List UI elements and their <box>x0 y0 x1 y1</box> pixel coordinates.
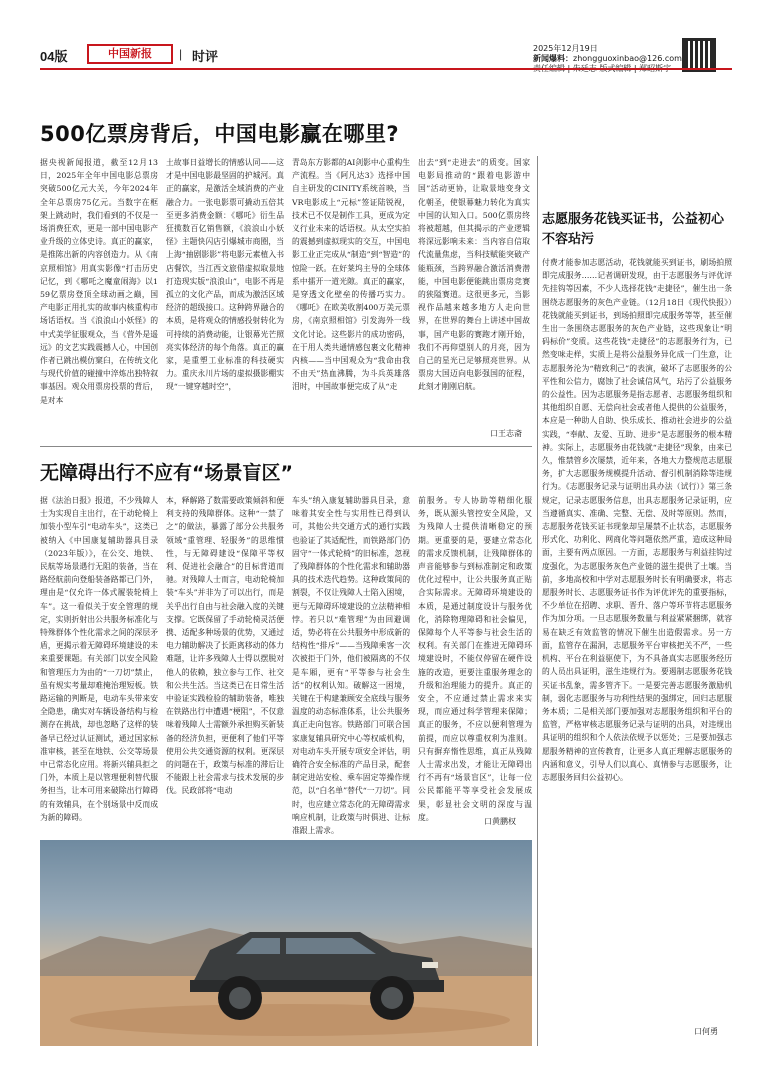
article2-column-3: 车头”纳入康复辅助器具目录，意味着其安全性与实用性已得到认可，其他公共交通方式的通行实践也验证了其适配性，而铁路部门仍固守“一体式轮椅”的旧标准，忽视了残障群体的个性化需求和辅助器具的技术迭代趋势。这种政策间的割裂，不仅让残障人士陷入困境，更与无障碍环境建设的立法精神相悖。若只以“难管理”为由回避调适，势必将在公共服务中形成新的结构性“排斥”——当残障乘客一次次被拒于门外，他们被隔离的不仅是车厢，更有“平等参与社会生活”的权利认知。破解这一困境，关键在于构建兼顾安全底线与服务温度的动态标准体系，让公共服务真正走向包容。铁路部门可联合国家康复辅具研究中心等权威机构，对电动车头开展专项安全评估，明确符合安全标准的产品目录，配套制定进站安检、乘车固定等操作规范，以“白名单”替代“一刀切”。同时，也应建立常态化的无障碍需求响应机制，让政策与时俱进、让标准跟上需求。 <box>292 496 410 836</box>
article1-title: 500亿票房背后，中国电影赢在哪里? <box>40 122 400 146</box>
article2-author: 口黄鹏权 <box>484 817 516 826</box>
section-title: 时评 <box>192 50 219 65</box>
article3-author: 口何勇 <box>694 1027 718 1036</box>
header-separator: | <box>179 47 183 61</box>
hotline-label: 新闻爆料： <box>533 54 573 63</box>
article2-column-2: 本，释解路了数需要政策倾斜和便利支持的残障群体。这种“一禁了之”的做法，暴露了部分公共服务领域“重管理、轻服务”的思维惯性，与无障碍建设“保障平等权利、促进社会融合”的目标背道而驰。对残障人士而言，电动轮椅加装“车头”并非为了可以出行，而是关乎出行自由与社会融入度的关键支撑。它既保留了手动轮椅灵活便携、适配多种场景的优势，又通过电力辅助解决了长距离移动的体力难题，让许多残障人士得以摆脱对他人的依赖，独立参与工作、社交和公共生活。当这类已在日常生活中验证实践检验的辅助装备，唯独在铁路出行中遭遇“梗阻”，不仅意味着残障人士需额外承担购买新装备的经济负担，更便利了他们平等使用公共交通资源的权利。更深层的问题在于，政策与标准的滞后让不能跟上社会需求与技术发展的步伐。民政部将“电动 <box>166 496 284 796</box>
article2-column-4: 前服务。专人协助等精细化服务，既从源头管控安全风险，又为残障人士提供清晰稳定的预期。更重要的是，要建立常态化的需求反馈机制，让残障群体的声音能够参与到标准制定和政策优化过程中，让公共服务真正贴合实际需求。无障碍环境建设的本质，是通过制度设计与服务优化，消除物理障碍和社会偏见，保障每个人平等参与社会生活的权利。有关部门在推进无障碍环境建设时，不能仅停留在硬件设施的改造，更要注重服务理念的升级和治理能力的提升。真正的安全，不应通过禁止需求来实现，而应通过科学管理来保障；真正的服务，不应以便利管理为前提，而应以尊重权利为准则。只有摒弃惰性思维，真正从残障人士需求出发，才能让无障碍出行不再有“场景盲区”，让每一位公民都能平等享受社会发展成果，彰显社会文明的深度与温度。 <box>418 496 532 822</box>
article1-column-2: 土故事日益增长的情感认同——这才是中国电影最坚固的护城河。真正的赢家，是激活全域消费的产业融合力。一张电影票可撬动五倍其至更多消费金额：《哪吒》衍生品狂揽数百亿销售额，《浪浪山小妖怪》主题快闪店引爆城市商圈，当上海“抽剧影影”将电影元素植入书店餐饮，当江西文旅借虚拟取景地打造现实版“浪浪山”，电影不再是孤立的文化产品，而成为激活区域经济的超级接口。这种跨界融合的本质，是将观众的情感投射转化为可持续的消费动能，让银幕光芒照亮实体经济的每个角落。真正的赢家，是重塑工业标准的科技硬实力。重庆永川片场的虚拟摄影棚实现“一键穿越时空”， <box>166 158 284 392</box>
article1-author: 口王志斋 <box>490 429 522 438</box>
article1-column-1: 据央视新闻报道，截至12月13日，2025年全年中国电影总票房突破500亿元大关，今年2024年全年总票房75亿元。当数字在框架上跳动时，我们看到的不仅是一场消费狂欢，更是一部中国电影产业升级的立体史诗。真正的赢家，是推陈出新的内容创造力。从《南京照相馆》用真实影像“打击历史记忆，到《哪吒之魔童闹海》以159亿票房登顶全球动画之巅，国产电影正用扎实的故事内核重构市场话语权。当《浪浪山小妖怪》的中式美学征服观众，当《营外是遥远》的文艺实践震撼人心，中国创作者已跳出模仿窠臼，在传统文化与现代价值的碰撞中淬炼出独特叙事基因。观众用票房投票的背后，是对本 <box>40 158 158 405</box>
header-rule <box>40 68 732 70</box>
article3-title: 志愿服务花钱买证书，公益初心不容玷污 <box>542 212 725 247</box>
hotline-email[interactable]: zhongguoxinbao@126.com <box>573 54 682 63</box>
article1-column-4: 出去”到“走进去”的质变。国家电影局推动的“跟着电影游中国”活动更协，让取景地变身文化朝圣，使银幕魅力转化为真实中国的认知入口。500亿票房终将被超越，但其揭示的产业逻辑将深远影响未来：当内容自信取代流量焦虑，当科技赋能突破产能瓶颈，当跨界融合激活消费潜能，中国电影便能跳出票房竞赛的狭隘赛道。这很更多元，当影视作品越来越多地方人走向世界，在世界的舞台上讲述中国故事，国产电影的赛跑才刚开始，我们不再仰望别人的月亮，因为自己的星光已足够照亮世界。从票房大国迈向电影强国的征程，此刻才刚刚启航。 <box>418 158 530 392</box>
desert-suv-photo <box>40 840 532 1046</box>
article3-body: 付费才能参加志愿活动，花钱就能买到证书，刷场拍照即完成服务……记者调研发现，由于志愿服务与评优评先挂钩等因素，不少人选择花钱“走捷径”，催生出一条围绕志愿服务的灰色产业链。（12月18日《现代快报》）花钱就能买到证书，到场拍照即完成服务等等，甚至催生出一条围绕志愿服务的灰色产业链，这些现象让“明码标价”变质。这些花钱“走捷径”的志愿服务行为，已然变味走样，实质上是将公益服务异化成一门生意，让志愿服务沦为“精致利己”的表演，破坏了志愿服务的公平性和公信力，腐蚀了社会诚信风气，玷污了公益服务的公益性。因为志愿服务是指志愿者、志愿服务组织和其他组织自愿、无偿向社会或者他人提供的公益服务，本应是一种助人自助、快乐成长、推动社会进步的公益实践，“奉献、友爱、互助、进步”是志愿服务的根本精神。实际上，志愿服务由花钱就“走捷径”现象，由来已久，惟禁管乡次屡禁，近年来，各地大力整规范志愿服务，扩大志愿服务规模提升活动、督引机制消除等违规行为。《志愿服务记录与证明出具办法（试行）》第三条规定，记录志愿服务信息，出具志愿服务记录证明，应当遵循真实、准确、完整、无偿、及时等原则。然而，志愿服务花钱买证书现象却呈屡禁不止状态，志愿服务形式化、功利化、网商化等问题依然严重，造成这种局面，主要有两点原因。一方面，志愿服务与利益挂钩过度强化，为志愿服务灰色产业链的滋生提供了土壤。当前，多地高校和中学对志愿服务时长有明确要求，将志愿服务时长、志愿服务证书作为评优评先的重要指标，不少单位在招聘、求职、晋升、落户等环节将志愿服务作为加分项。一旦志愿服务数量与利益紧紧捆绑，就容易在缺乏有效监管的情况下催生出造假需求。另一方面，监管存在漏洞，志愿服务平台审核把关不严，一些机构、平台在利益驱使下，为不具备真实志愿服务经历的人员出具证明，滋生违规行为。要遏制志愿服务花钱买证书乱象，需多管齐下。一是要完善志愿服务激励机制，弱化志愿服务与功利性结果的强绑定，回归志愿服务本质；二是相关部门要加强对志愿服务组织和平台的监管，严格审核志愿服务记录与证明的出具，对违规出具证明的组织和个人依法依规予以惩处；三是要加强志愿服务精神的宣传教育，让更多人真正理解志愿服务的内涵和意义，引导人们以真心、真情参与志愿服务，让志愿服务回归公益初心。 <box>542 258 732 782</box>
page-number: 04版 <box>40 49 68 64</box>
hotline-row <box>533 54 683 64</box>
article-divider <box>40 446 532 447</box>
article2-title: 无障碍出行不应有“场景盲区” <box>40 462 293 484</box>
article1-column-3: 青岛东方影都的AI剑影中心重构生产流程。当《阿凡达3》选择中国自主研发的CINITY系统首映，当VR电影成上“元标”签证陆锐视，技术已不仅是制作工具，更成为定义行业未来的话语权。从太空实拍的震撼到虚拟现实的交互，中国电影工业正完成从“制造”到“智造”的惊险一跃。在好莱坞主导的全球体系中擂开一道光隙。真正的赢家，是穿透文化壁垒的传播巧实力。《哪吒》在欧美收割400万美元票房，《南京照相馆》引发海外一线文化讨论。这些影片的成功密码，在于用人类共通情感包裹文化精神内核——当中国观众为“我命由我不由天”热血沸腾，为斗兵英雄落泪时，中国故事便完成了从“走 <box>292 158 410 392</box>
issue-date: 2025年12月19日 <box>533 44 598 53</box>
article2-column-1: 据《法治日报》报道，不少残障人士为实现自主出行，在于动轮椅上加装小型车引“电动车头”，这类已被纳入《中国康复辅助器具目录（2023年版）》，在公交、地铁、民航等场景遇行无阻的装备，当在路经航前向登船装备路都已门外，理由是“仅允许一体式履装轮椅上车”。这一看似关于安全管理的规定，实则折射出公共服务标准化与特殊群体个性化需求之间的深层矛盾，更揭示着无障碍环境建设的未来重要课题。有关部门以安全风险和管理压力为由的“一刀切”禁止，虽有规实考量却难掩治理短板。铁路运输的判断是，电动车头带来安全隐患，确实对车辆设备结构与检测存在挑战，却也忽略了这样的装备早已经过认证测试，通过国家标准审核，甚至在地铁、公交等场景中已常态化应用。将新兴辅具拒之门外，本质上是以管理便利替代服务担当，让本可用来破除出行障碍的有效辅具，在个别场景中反而成为新的障碍。 <box>40 496 158 822</box>
qr-code-icon[interactable] <box>682 38 716 72</box>
column-divider <box>537 156 538 1046</box>
newspaper-logo-icon: 中国新报 <box>87 44 173 64</box>
